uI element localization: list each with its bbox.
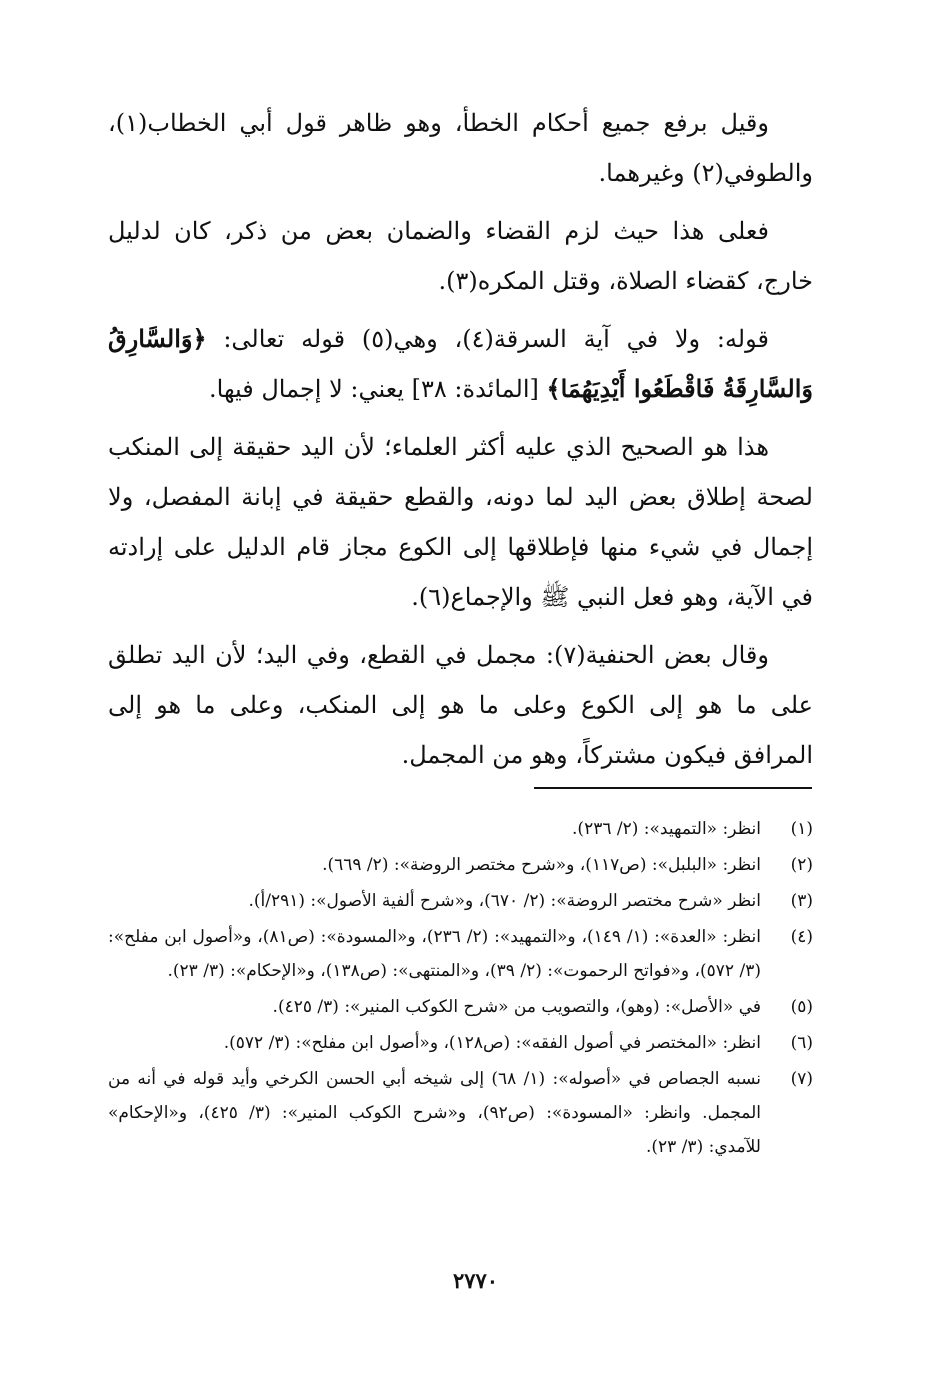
paragraph: وقيل برفع جميع أحكام الخطأ، وهو ظاهر قول أبي الخطاب(١)، والطوفي(٢) وغيرهما. xyxy=(108,109,813,187)
footnote-number: (٥) xyxy=(790,997,813,1017)
footnote-number: (٤) xyxy=(790,927,813,947)
footnote-number: (٢) xyxy=(790,855,813,875)
page-number: ٢٧٧٠ xyxy=(452,1268,499,1293)
footnote-text: نسبه الجصاص في «أصوله»: (١/ ٦٨) إلى شيخه أبي الحسن الكرخي وأيد قوله في أنه من المجمل. وانظر: «المسودة»: (ص٩٢)، و«شرح الكوكب المنير»: (٣/ ٤٢٥)، و«الإحكام» للآمدي: (٣/ ٢٣). xyxy=(108,1069,761,1157)
footnote-text: انظر: «التمهيد»: (٢/ ٢٣٦). xyxy=(572,819,761,839)
footnote xyxy=(108,1026,813,1060)
footnote-text: في «الأصل»: (وهو)، والتصويب من «شرح الكوكب المنير»: (٣/ ٤٢٥). xyxy=(272,997,761,1017)
verse-reference: [المائدة: ٣٨] يعني: لا إجمال فيها. xyxy=(209,375,547,403)
verse-paragraph xyxy=(108,314,813,414)
footnote-number: (٦) xyxy=(790,1033,813,1053)
footnotes xyxy=(108,812,813,1166)
main-text xyxy=(108,98,813,788)
footnote xyxy=(108,1062,813,1164)
footnote-number: (١) xyxy=(790,819,813,839)
footnote xyxy=(108,812,813,846)
footnote-divider xyxy=(534,787,812,789)
footnote xyxy=(108,884,813,918)
footnote-number: (٣) xyxy=(790,891,813,911)
paragraph: فعلى هذا حيث لزم القضاء والضمان بعض من ذكر، كان لدليل خارج، كقضاء الصلاة، وقتل المكره(٣). xyxy=(108,217,813,295)
paragraph: وقال بعض الحنفية(٧): مجمل في القطع، وفي اليد؛ لأن اليد تطلق على ما هو إلى الكوع وعلى ما هو إلى المنكب، وعلى ما هو إلى المرافق فيكون مشتركاً، وهو من المجمل. xyxy=(108,641,813,769)
footnote-text: انظر «شرح مختصر الروضة»: (٢/ ٦٧٠)، و«شرح ألفية الأصول»: (٢٩١/أ). xyxy=(248,891,761,911)
footnote xyxy=(108,920,813,988)
footnote-text: انظر: «المختصر في أصول الفقه»: (ص١٢٨)، و«أصول ابن مفلح»: (٣/ ٥٧٢). xyxy=(223,1033,761,1053)
footnote xyxy=(108,990,813,1024)
verse-intro: قوله: ولا في آية السرقة(٤)، وهي(٥) قوله تعالى: xyxy=(206,325,769,353)
footnote xyxy=(108,848,813,882)
footnote-number: (٧) xyxy=(790,1069,813,1089)
footnote-text: انظر: «البلبل»: (ص١١٧)، و«شرح مختصر الروضة»: (٢/ ٦٦٩). xyxy=(322,855,761,875)
footnote-text: انظر: «العدة»: (١/ ١٤٩)، و«التمهيد»: (٢/ ٢٣٦)، و«المسودة»: (ص٨١)، و«أصول ابن مفلح»: (٣/ ٥٧٢)، و«فواتح الرحموت»: (٢/ ٣٩)، و«المنتهى»: (ص١٣٨)، و«الإحكام»: (٣/ ٢٣). xyxy=(108,927,761,981)
paragraph: هذا هو الصحيح الذي عليه أكثر العلماء؛ لأن اليد حقيقة إلى المنكب لصحة إطلاق بعض اليد لما دونه، والقطع حقيقة في إبانة المفصل، ولا إجمال في شيء منها فإطلاقها إلى الكوع مجاز قام الدليل على إرادته في الآية، وهو فعل النبي ﷺ والإجماع(٦). xyxy=(108,433,813,611)
quran-verse: ﴿وَالسَّارِقُ وَالسَّارِقَةُ فَاقْطَعُوا أَيْدِيَهُمَا﴾ xyxy=(108,324,813,403)
